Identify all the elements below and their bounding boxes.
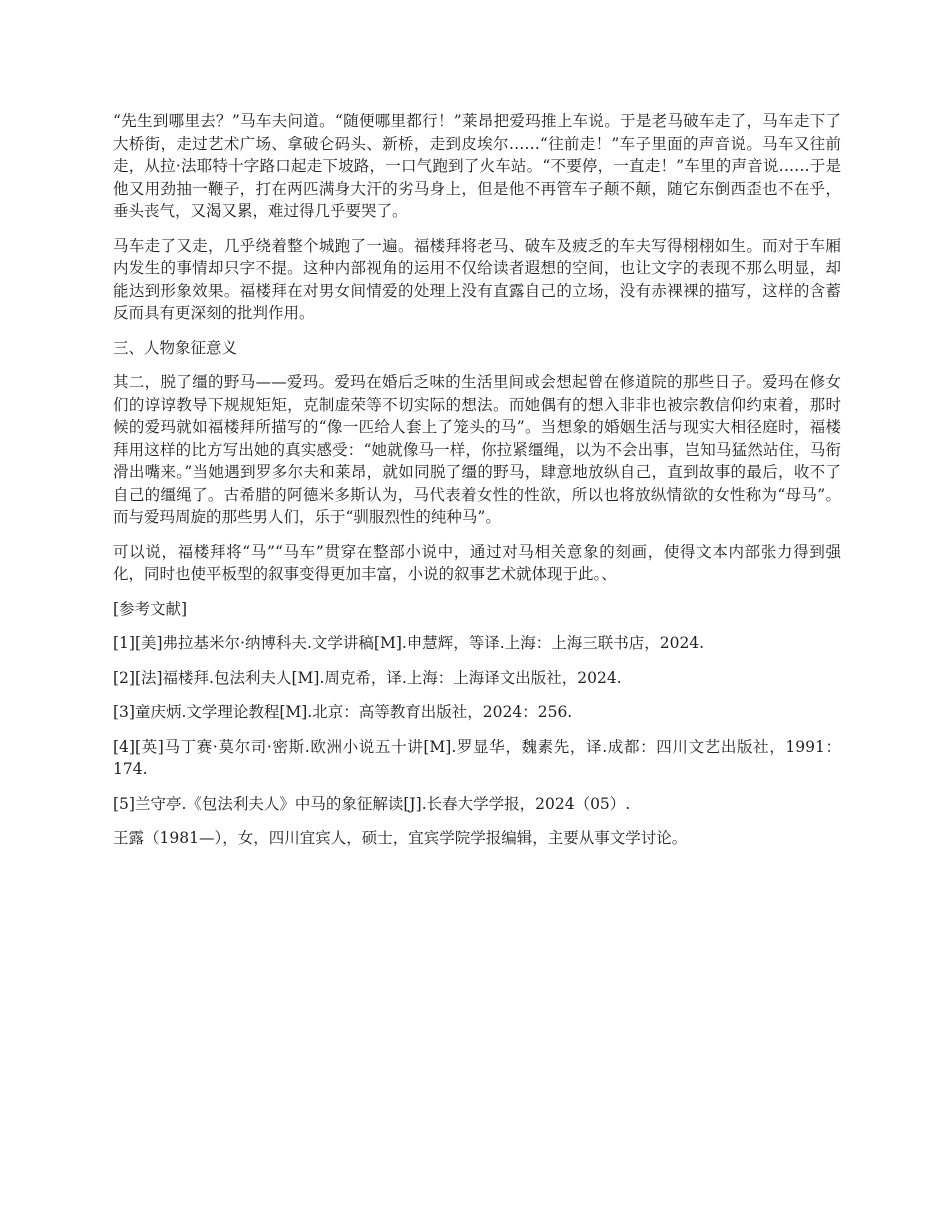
reference-item: [5]兰守亭.《包法利夫人》中马的象征解读[J].长春大学学报，2024（05）. — [113, 794, 631, 813]
reference-item: [3]童庆炳.文学理论教程[M].北京：高等教育出版社，2024：256. — [113, 703, 573, 721]
paragraph-carriage-ride: “先生到哪里去？”马车夫问道。“随便哪里都行！”莱昂把爱玛推上车说。于是老马破车走了，马车走下了大桥街，走过艺术广场、拿破仑码头、新桥，走到皮埃尔……“往前走！”车子里面的声音说。马车又往前走，从拉·法耶特十字路口起走下坡路，一口气跑到了火车站。“不要停，一直走！”车里的声音说……于是他又用劲抽一鞭子，打在两匹满身大汗的劣马身上，但是他不再管车子颠不颠，随它东倒西歪也不在乎，垂头丧气，又渴又累，难过得几乎要哭了。 — [113, 112, 841, 220]
references-heading: [参考文献] — [113, 599, 188, 618]
section-heading: 三、人物象征意义 — [113, 338, 238, 357]
paragraph-narrative-perspective: 马车走了又走，几乎绕着整个城跑了一遍。福楼拜将老马、破车及疲乏的车夫写得栩栩如生。而对于车厢内发生的事情却只字不提。这种内部视角的运用不仅给读者遐想的空间，也让文字的表现不那么明显，却能达到形象效果。福楼拜在对男女间情爱的处理上没有直露自己的立场，没有赤裸裸的描写，这样的含蓄反而具有更深刻的批判作用。 — [113, 236, 841, 322]
paragraph-emma-symbol: 其二，脱了缰的野马——爱玛。爱玛在婚后乏味的生活里间或会想起曾在修道院的那些日子。爱玛在修女们的谆谆教导下规规矩矩，克制虚荣等不切实际的想法。而她偶有的想入非非也被宗教信仰约束着，那时候的爱玛就如福楼拜所描写的“像一匹给人套上了笼头的马”。当想象的婚姻生活与现实大相径庭时，福楼拜用这样的比方写出她的真实感受：“她就像马一样，你拉紧缰绳，以为不会出事，岂知马猛然站住，马衔滑出嘴来。”当她遇到罗多尔夫和莱昂，就如同脱了缰的野马，肆意地放纵自己，直到故事的最后，收不了自己的缰绳了。古希腊的阿德米多斯认为，马代表着女性的性欲，所以也将放纵情欲的女性称为“母马”。而与爱玛周旋的那些男人们，乐于“驯服烈性的纯种马”。 — [113, 373, 841, 526]
reference-item: [4][英]马丁赛·莫尔司·密斯.欧洲小说五十讲[M].罗显华，魏素先，译.成都：四川文艺出版社，1991：174. — [113, 737, 841, 778]
reference-item: [1][美]弗拉基米尔·纳博科夫.文学讲稿[M].申慧辉，等译.上海：上海三联书店，2024. — [113, 634, 705, 652]
paragraph-conclusion: 可以说，福楼拜将“马”“马车”贯穿在整部小说中，通过对马相关意象的刻画，使得文本内部张力得到强化，同时也使平板型的叙事变得更加丰富，小说的叙事艺术就体现于此。、 — [113, 542, 841, 583]
author-bio: 王露（1981—），女，四川宜宾人，硕士，宜宾学院学报编辑，主要从事文学讨论。 — [113, 829, 688, 847]
document-body — [113, 110, 841, 862]
reference-item: [2][法]福楼拜.包法利夫人[M].周克希，译.上海：上海译文出版社，2024. — [113, 668, 622, 687]
